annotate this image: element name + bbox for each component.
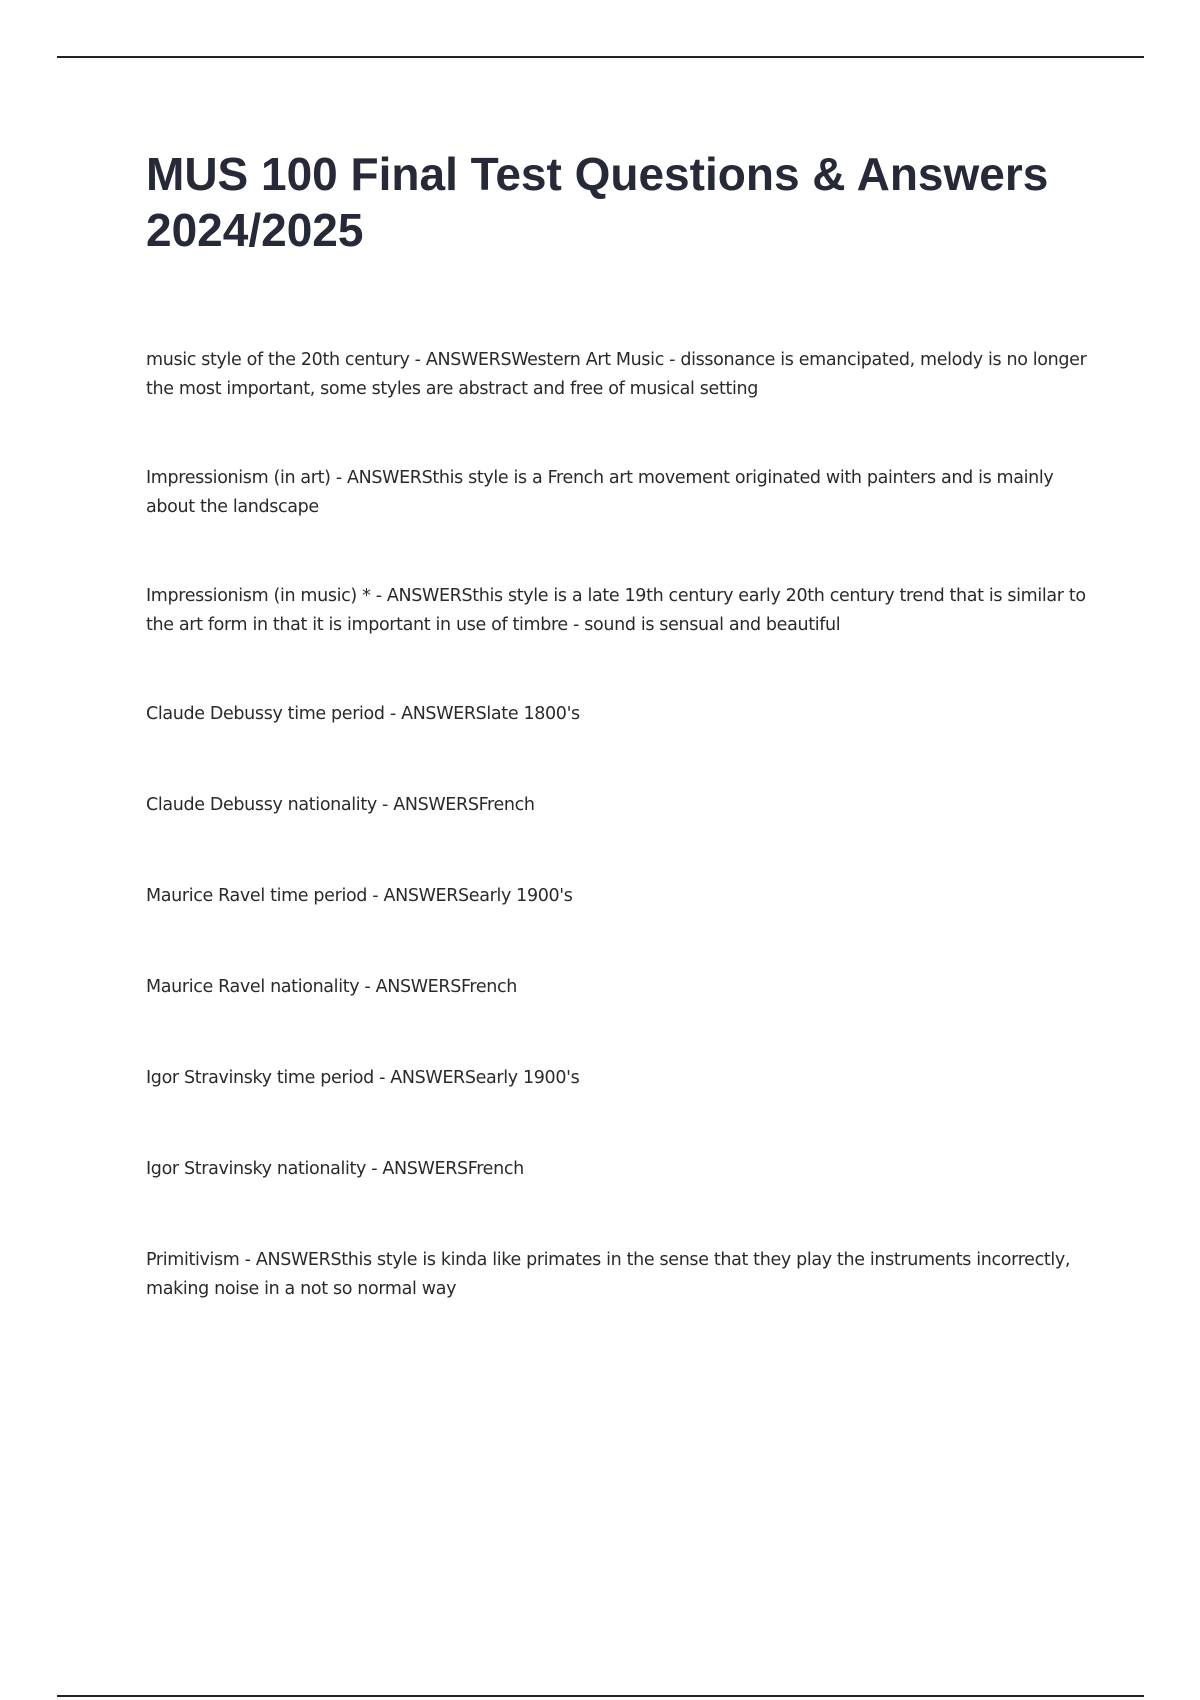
bottom-divider [57,1695,1144,1697]
qa-item: Igor Stravinsky time period - ANSWERSearly 1900's [146,1068,580,1088]
qa-item: Claude Debussy nationality - ANSWERSFrench [146,795,535,815]
qa-item: music style of the 20th century - ANSWERSWestern Art Music - dissonance is emancipated, melody is no longer the most important, some styles are abstract and free of musical setting [146,350,1087,399]
qa-item: Impressionism (in music) * - ANSWERSthis style is a late 19th century early 20th century trend that is similar to the art form in that it is important in use of timbre - sound is sensual and beautiful [146,586,1086,635]
document-title: MUS 100 Final Test Questions & Answers 2024/2025 [146,148,1049,256]
qa-item: Maurice Ravel time period - ANSWERSearly 1900's [146,886,573,906]
qa-item: Igor Stravinsky nationality - ANSWERSFrench [146,1159,524,1179]
qa-item: Impressionism (in art) - ANSWERSthis style is a French art movement originated with painters and is mainly about the landscape [146,468,1054,517]
qa-list [146,346,1101,1304]
top-divider [57,56,1144,58]
qa-item: Claude Debussy time period - ANSWERSlate 1800's [146,704,580,724]
qa-item: Maurice Ravel nationality - ANSWERSFrench [146,977,518,997]
qa-item: Primitivism - ANSWERSthis style is kinda like primates in the sense that they play the instruments incorrectly, making noise in a not so normal way [146,1250,1071,1299]
